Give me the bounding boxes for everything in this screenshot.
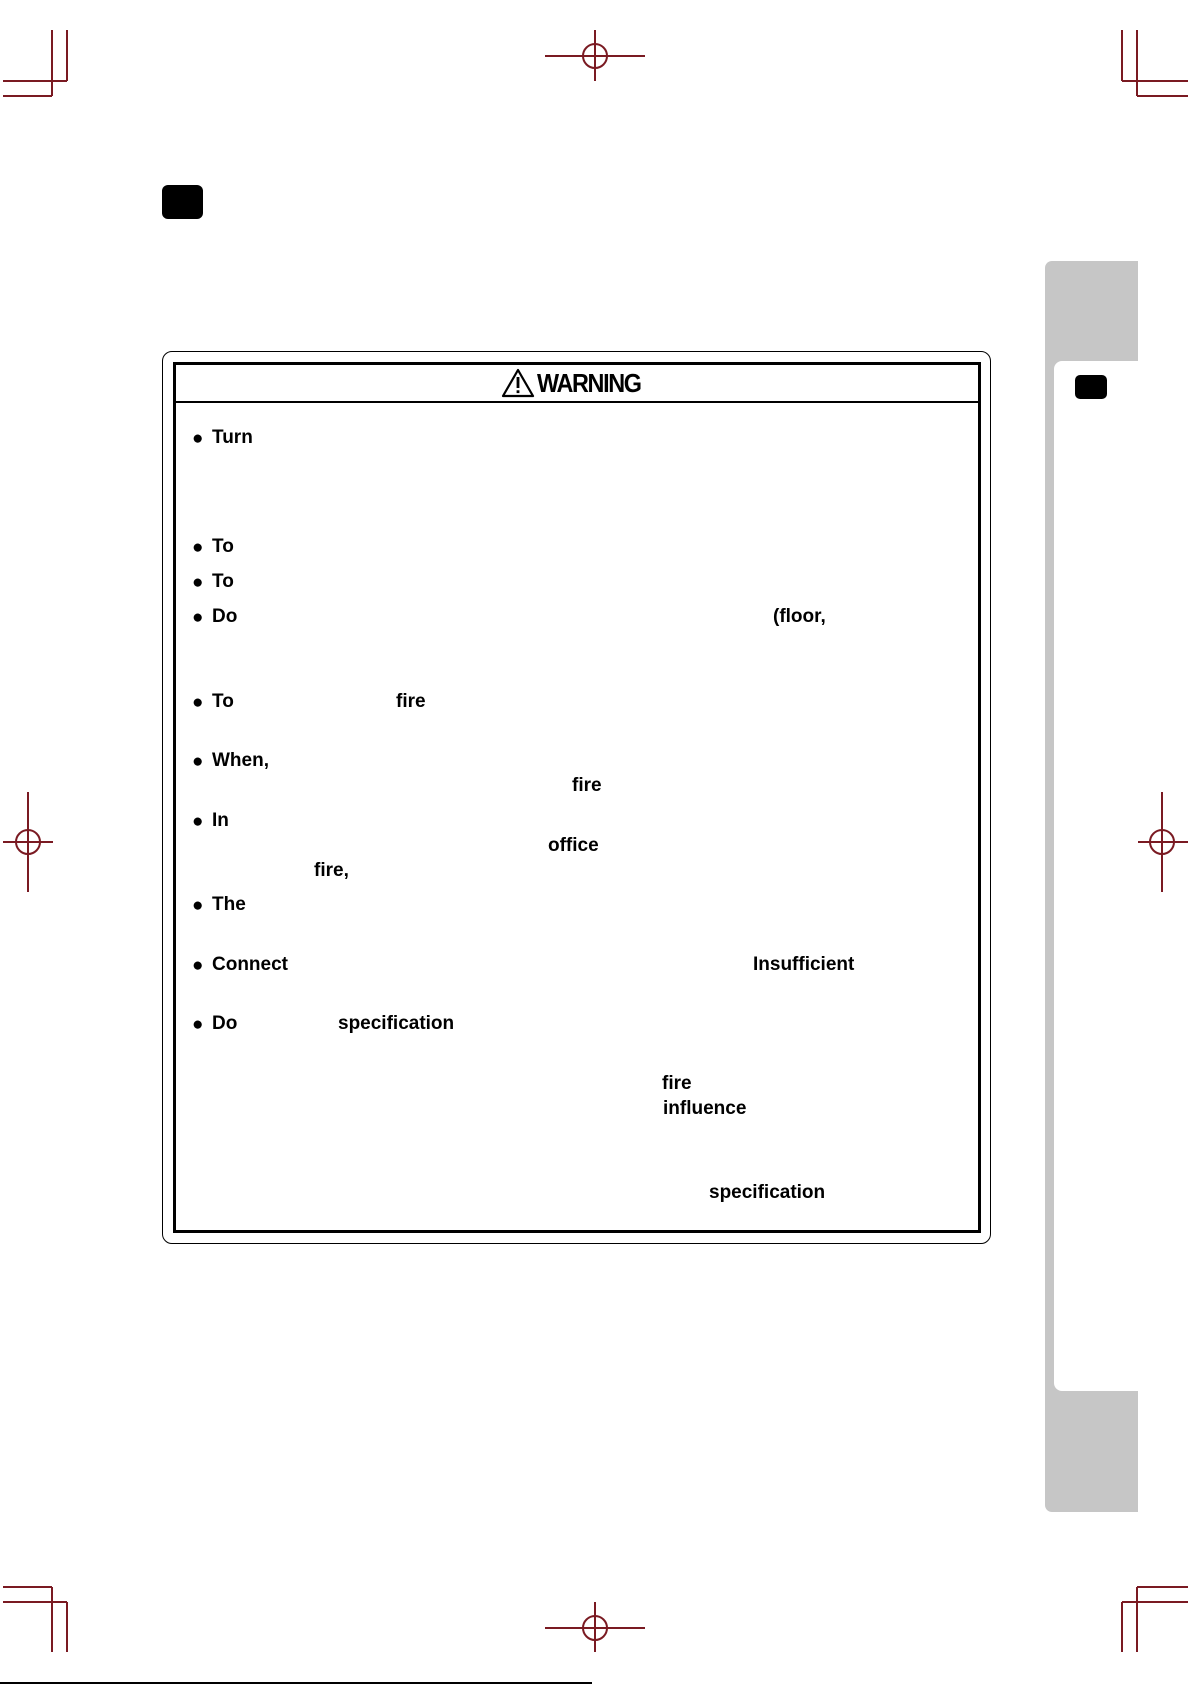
list-item-fragment: specification [709,1182,826,1203]
list-item-fragment: office [548,835,599,856]
list-item-lead: Connect [212,954,288,975]
list-item-lead: When, [212,750,269,771]
warning-box-inner [173,362,981,1233]
list-item-lead: To [212,691,234,712]
list-item-lead: Do [212,1013,238,1034]
list-item-lead: The [212,894,246,915]
list-item-lead: To [212,536,234,557]
warning-bullet-list [176,365,978,1230]
bullet-marker: ● [192,692,204,713]
list-item-fragment: fire [396,691,426,712]
bullet-marker: ● [192,895,204,916]
list-item-lead: Turn [212,427,253,448]
warning-title: WARNING [537,368,642,398]
bullet-marker: ● [192,955,204,976]
side-thumb-tab [1045,261,1138,1512]
list-item-fragment: influence [663,1098,747,1119]
bullet-marker: ● [192,428,204,449]
list-item-lead: Do [212,606,238,627]
side-tab-marker [1075,375,1107,399]
list-item-fragment: fire, [314,860,349,881]
list-item-fragment: Insufficient [753,954,855,975]
side-tab-window [1054,361,1138,1391]
bullet-marker: ● [192,537,204,558]
bullet-marker: ● [192,811,204,832]
bullet-marker: ● [192,751,204,772]
list-item-lead: In [212,810,229,831]
bullet-marker: ● [192,607,204,628]
list-item-lead: To [212,571,234,592]
bullet-marker: ● [192,1014,204,1035]
bullet-marker: ● [192,572,204,593]
list-item-fragment: fire [662,1073,692,1094]
section-marker [162,185,203,219]
list-item-fragment: fire [572,775,602,796]
list-item-fragment: specification [338,1013,455,1034]
list-item-fragment: (floor, [773,606,826,627]
warning-box [162,351,991,1244]
